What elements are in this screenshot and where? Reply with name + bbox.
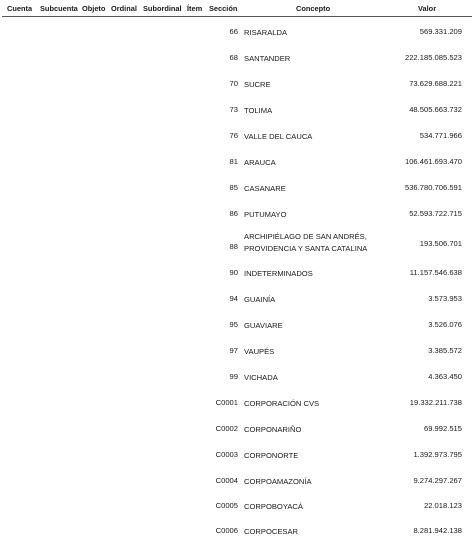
cell-seccion: 81 xyxy=(229,157,238,166)
cell-concepto: GUAVIARE xyxy=(244,321,283,330)
cell-valor: 9.274.297.267 xyxy=(413,476,462,485)
cell-seccion: 90 xyxy=(229,268,238,277)
cell-valor: 222.185.085.523 xyxy=(404,53,462,62)
cell-concepto: RISARALDA xyxy=(244,28,288,37)
cell-seccion: 68 xyxy=(229,53,238,62)
cell-concepto: VAUPÉS xyxy=(244,347,275,356)
header-seccion: Sección xyxy=(209,4,238,13)
cell-concepto: SUCRE xyxy=(244,80,271,89)
cell-seccion: 95 xyxy=(229,320,238,329)
cell-concepto: ARAUCA xyxy=(244,158,276,167)
cell-valor: 8.281.942.138 xyxy=(413,526,462,535)
cell-seccion: C0002 xyxy=(215,424,238,433)
cell-concepto: CASANARE xyxy=(244,184,286,193)
cell-concepto: VICHADA xyxy=(244,373,278,382)
cell-seccion: 88 xyxy=(229,242,238,251)
cell-valor: 4.363.450 xyxy=(428,372,462,381)
cell-seccion: 97 xyxy=(229,346,238,355)
cell-concepto: CORPORACIÓN CVS xyxy=(244,399,320,408)
cell-valor: 106.461.693.470 xyxy=(404,157,462,166)
cell-seccion: C0006 xyxy=(215,526,238,535)
header-divider xyxy=(2,16,472,17)
cell-seccion: C0003 xyxy=(215,450,238,459)
cell-valor: 22.018.123 xyxy=(423,501,462,510)
cell-seccion: 73 xyxy=(229,105,238,114)
cell-seccion: 86 xyxy=(229,209,238,218)
cell-valor: 569.331.209 xyxy=(419,27,462,36)
cell-concepto: CORPOBOYACÁ xyxy=(244,502,303,511)
cell-concepto: CORPOAMAZONÍA xyxy=(244,477,312,486)
cell-seccion: 70 xyxy=(229,79,238,88)
header-valor: Valor xyxy=(418,4,437,13)
cell-concepto: TOLIMA xyxy=(244,106,273,115)
cell-seccion: C0001 xyxy=(215,398,238,407)
header-concepto: Concepto xyxy=(296,4,331,13)
cell-valor: 536.780.706.591 xyxy=(404,183,462,192)
cell-valor: 193.506.701 xyxy=(419,239,462,248)
cell-concepto: PUTUMAYO xyxy=(244,210,287,219)
cell-valor: 3.573.953 xyxy=(428,294,462,303)
cell-seccion: 85 xyxy=(229,183,238,192)
cell-concepto-line2: PROVIDENCIA Y SANTA CATALINA xyxy=(244,244,368,253)
cell-concepto: INDETERMINADOS xyxy=(244,269,313,278)
cell-concepto: GUAINÍA xyxy=(244,295,276,304)
cell-concepto: SANTANDER xyxy=(244,54,291,63)
header-ordinal: Ordinal xyxy=(111,4,137,13)
cell-seccion: 94 xyxy=(229,294,238,303)
cell-seccion: C0005 xyxy=(215,501,238,510)
cell-valor: 534.771.966 xyxy=(419,131,462,140)
cell-concepto: CORPONARIÑO xyxy=(244,425,302,434)
cell-concepto: CORPOCESAR xyxy=(244,527,299,536)
header-subordinal: Subordinal xyxy=(143,4,182,13)
cell-seccion: 66 xyxy=(229,27,238,36)
cell-valor: 19.332.211.738 xyxy=(409,398,462,407)
cell-seccion: 76 xyxy=(229,131,238,140)
header-cuenta: Cuenta xyxy=(7,4,33,13)
cell-concepto: CORPONORTE xyxy=(244,451,299,460)
cell-valor: 48.505.663.732 xyxy=(409,105,462,114)
cell-concepto: VALLE DEL CAUCA xyxy=(244,132,313,141)
cell-valor: 73.629.688.221 xyxy=(409,79,462,88)
cell-valor: 52.593.722.715 xyxy=(409,209,462,218)
header-subcuenta: Subcuenta xyxy=(40,4,78,13)
header-item: Ítem xyxy=(187,4,203,13)
cell-seccion: C0004 xyxy=(215,476,238,485)
cell-concepto: ARCHIPIÉLAGO DE SAN ANDRÉS, xyxy=(244,232,367,241)
cell-valor: 1.392.973.795 xyxy=(413,450,462,459)
header-objeto: Objeto xyxy=(82,4,106,13)
cell-valor: 11.157.546.638 xyxy=(409,268,462,277)
cell-valor: 69.992.515 xyxy=(423,424,462,433)
cell-seccion: 99 xyxy=(229,372,238,381)
cell-valor: 3.526.076 xyxy=(428,320,462,329)
table-header xyxy=(0,0,474,16)
cell-valor: 3.385.572 xyxy=(428,346,462,355)
